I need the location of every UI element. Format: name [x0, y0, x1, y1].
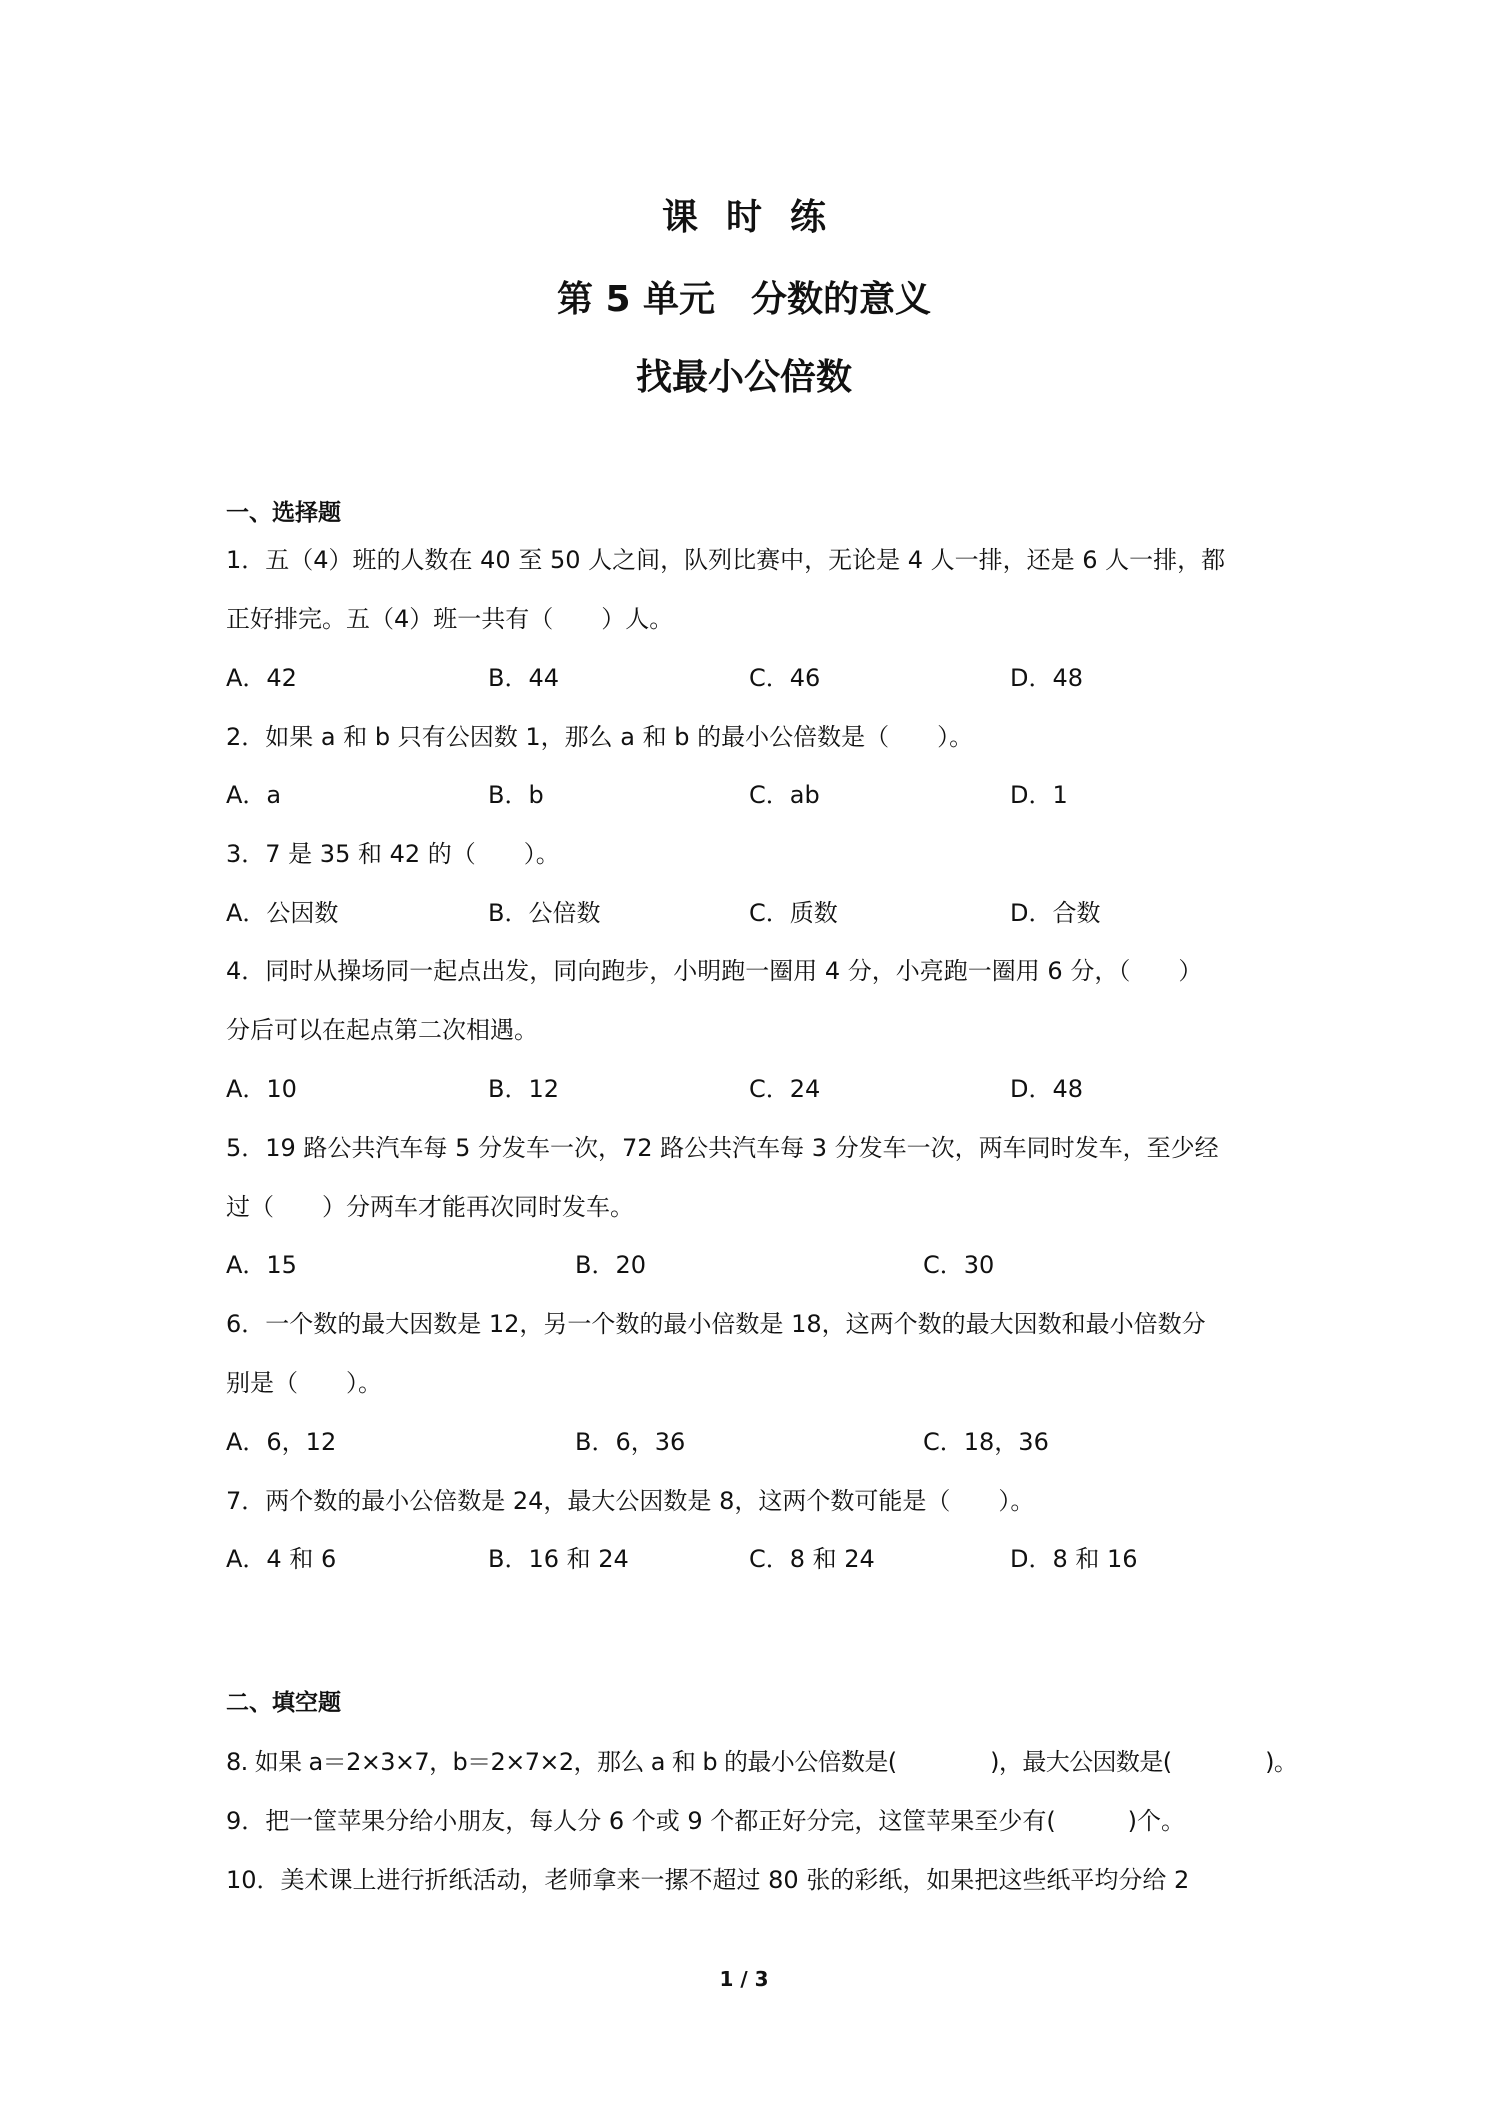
option-c: C．30 — [923, 1251, 995, 1279]
question-4-line-2: 分后可以在起点第二次相遇。 — [226, 1016, 538, 1044]
question-2-line-1: 2．如果 a 和 b 只有公因数 1，那么 a 和 b 的最小公倍数是（ ）。 — [226, 723, 974, 751]
option-a: A．10 — [226, 1075, 297, 1103]
question-4-options — [226, 1074, 1286, 1104]
option-c: C．质数 — [749, 899, 838, 927]
question-5-options — [226, 1250, 1286, 1280]
lesson-title: 找最小公倍数 — [635, 357, 852, 398]
question-5-line-1: 5．19 路公共汽车每 5 分发车一次，72 路公共汽车每 3 分发车一次，两车同时发车，至少经 — [226, 1134, 1219, 1162]
option-a: A．42 — [226, 664, 297, 692]
option-a: A．a — [226, 781, 282, 809]
option-b: B．12 — [488, 1075, 560, 1103]
option-c: C．46 — [749, 664, 821, 692]
option-b: B．44 — [488, 664, 560, 692]
question-1-line-1: 1．五（4）班的人数在 40 至 50 人之间，队列比赛中，无论是 4 人一排，还是 6 人一排，都 — [226, 546, 1226, 574]
option-a: A．15 — [226, 1251, 297, 1279]
option-b: B．b — [488, 781, 544, 809]
unit-title: 第 5 单元 分数的意义 — [556, 279, 932, 320]
question-1-options — [226, 663, 1286, 693]
option-c: C．18，36 — [923, 1428, 1049, 1456]
question-6-line-2: 别是（ ）。 — [226, 1369, 382, 1397]
question-10-line-1: 10．美术课上进行折纸活动，老师拿来一摞不超过 80 张的彩纸，如果把这些纸平均分给 2 — [226, 1866, 1190, 1894]
question-2-options — [226, 780, 1286, 810]
option-c: C．ab — [749, 781, 820, 809]
option-d: D．8 和 16 — [1010, 1545, 1138, 1573]
section-heading-choice: 一、选择题 — [226, 500, 341, 526]
option-a: A．4 和 6 — [226, 1545, 337, 1573]
option-b: B．公倍数 — [488, 899, 601, 927]
option-d: D．48 — [1010, 664, 1084, 692]
option-d: D．48 — [1010, 1075, 1084, 1103]
option-a: A．公因数 — [226, 899, 339, 927]
worksheet-title: 课时练 — [661, 197, 854, 238]
question-1-line-2: 正好排完。五（4）班一共有（ ）人。 — [226, 605, 674, 633]
question-4-line-1: 4．同时从操场同一起点出发，同向跑步，小明跑一圈用 4 分，小亮跑一圈用 6 分，（ ） — [226, 957, 1203, 985]
question-3-options — [226, 898, 1286, 928]
question-6-options — [226, 1427, 1286, 1457]
option-d: D．1 — [1010, 781, 1068, 809]
option-c: C．8 和 24 — [749, 1545, 875, 1573]
question-6-line-1: 6．一个数的最大因数是 12，另一个数的最小倍数是 18，这两个数的最大因数和最小倍数分 — [226, 1310, 1206, 1338]
option-d: D．合数 — [1010, 899, 1101, 927]
option-b: B．16 和 24 — [488, 1545, 629, 1573]
option-a: A．6，12 — [226, 1428, 337, 1456]
question-3-line-1: 3．7 是 35 和 42 的（ ）。 — [226, 840, 560, 868]
option-c: C．24 — [749, 1075, 821, 1103]
option-b: B．20 — [575, 1251, 647, 1279]
page-number: 1 / 3 — [719, 1967, 769, 1991]
question-8-line-1: 8. 如果 a＝2×3×7，b＝2×7×2，那么 a 和 b 的最小公倍数是( )，最大公因数是( )。 — [226, 1748, 1298, 1776]
question-7-options — [226, 1544, 1286, 1574]
question-5-line-2: 过（ ）分两车才能再次同时发车。 — [226, 1193, 634, 1221]
option-b: B．6，36 — [575, 1428, 686, 1456]
section-heading-fill-blank: 二、填空题 — [226, 1690, 341, 1716]
question-9-line-1: 9．把一筐苹果分给小朋友，每人分 6 个或 9 个都正好分完，这筐苹果至少有( )个。 — [226, 1807, 1186, 1835]
question-7-line-1: 7．两个数的最小公倍数是 24，最大公因数是 8，这两个数可能是（ ）。 — [226, 1487, 1035, 1515]
